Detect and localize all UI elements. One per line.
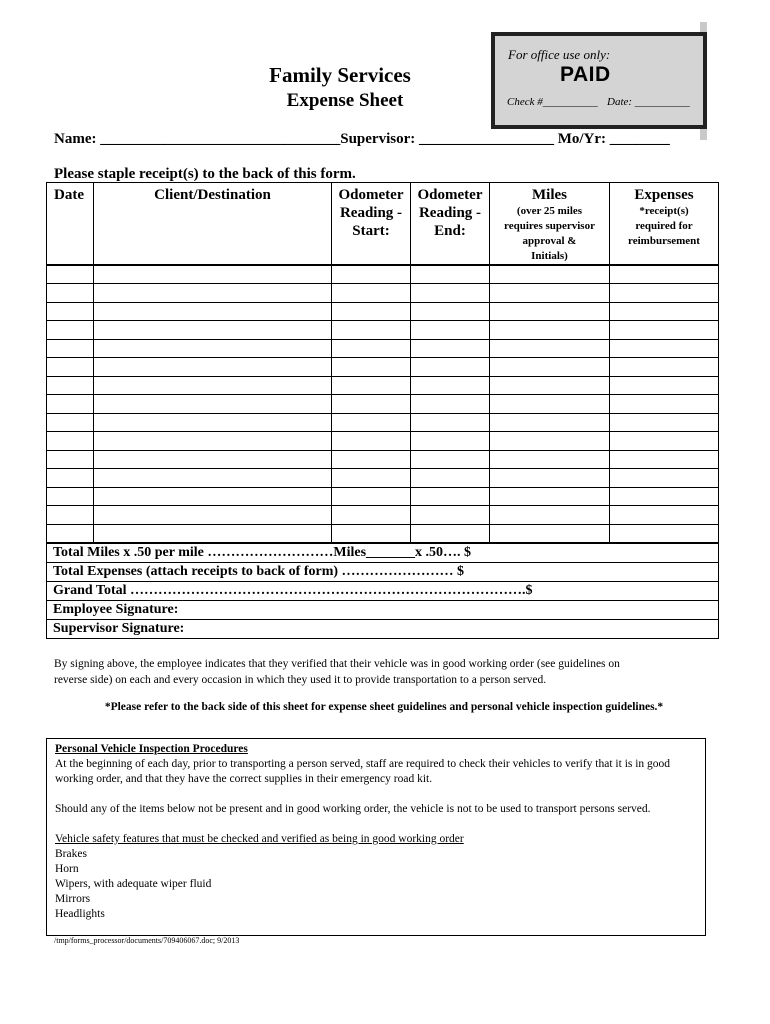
client-destination-cell[interactable]	[94, 469, 332, 488]
odometer-start-cell[interactable]	[332, 432, 411, 451]
odometer-end-cell[interactable]	[411, 413, 490, 432]
client-destination-cell[interactable]	[94, 506, 332, 525]
table-row	[47, 432, 719, 451]
odometer-end-cell[interactable]	[411, 265, 490, 284]
expenses-cell[interactable]	[610, 413, 719, 432]
date-cell[interactable]	[47, 506, 94, 525]
client-destination-cell[interactable]	[94, 321, 332, 340]
table-row	[47, 524, 719, 543]
inspection-heading: Personal Vehicle Inspection Procedures	[55, 743, 248, 755]
table-header-row	[47, 183, 719, 266]
expenses-cell[interactable]	[610, 321, 719, 340]
odometer-end-cell[interactable]	[411, 432, 490, 451]
safety-item: Mirrors	[55, 893, 91, 905]
page-title: Family Services	[269, 63, 411, 87]
col-date: Date	[47, 183, 94, 266]
miles-cell[interactable]	[490, 469, 610, 488]
col-odometer-end: Odometer Reading - End:	[411, 183, 490, 266]
employee-signature-field[interactable]: Employee Signature:	[47, 600, 719, 619]
odometer-end-cell[interactable]	[411, 506, 490, 525]
odometer-start-cell[interactable]	[332, 487, 411, 506]
odometer-start-cell[interactable]	[332, 284, 411, 303]
miles-cell[interactable]	[490, 358, 610, 377]
odometer-start-cell[interactable]	[332, 321, 411, 340]
date-cell[interactable]	[47, 487, 94, 506]
expenses-cell[interactable]	[610, 358, 719, 377]
date-cell[interactable]	[47, 469, 94, 488]
miles-cell[interactable]	[490, 450, 610, 469]
table-row	[47, 469, 719, 488]
odometer-end-cell[interactable]	[411, 284, 490, 303]
table-row	[47, 321, 719, 340]
miles-cell[interactable]	[490, 432, 610, 451]
odometer-start-cell[interactable]	[332, 524, 411, 543]
table-row	[47, 265, 719, 284]
date-cell[interactable]	[47, 413, 94, 432]
grand-total-field[interactable]: Grand Total ………………………………………………………………………….$	[47, 581, 719, 600]
expenses-cell[interactable]	[610, 469, 719, 488]
client-destination-cell[interactable]	[94, 413, 332, 432]
expenses-cell[interactable]	[610, 302, 719, 321]
odometer-start-cell[interactable]	[332, 506, 411, 525]
miles-cell[interactable]	[490, 524, 610, 543]
safety-item: Brakes	[55, 848, 87, 860]
miles-cell[interactable]	[490, 413, 610, 432]
date-cell[interactable]	[47, 432, 94, 451]
date-cell[interactable]	[47, 265, 94, 284]
odometer-end-cell[interactable]	[411, 487, 490, 506]
safety-features-heading: Vehicle safety features that must be checked and verified as being in good working order	[55, 833, 464, 845]
inspection-paragraph-1: At the beginning of each day, prior to transporting a person served, staff are required to check their vehicles to verify that it is in good working order, and that they have the correct supplies in their emergency road kit.	[55, 758, 671, 785]
odometer-end-cell[interactable]	[411, 524, 490, 543]
col-odometer-start: Odometer Reading - Start:	[332, 183, 411, 266]
date-cell[interactable]	[47, 450, 94, 469]
client-destination-cell[interactable]	[94, 376, 332, 395]
total-miles-field[interactable]: Total Miles x .50 per mile ………………………Miles_______x .50…. $	[47, 543, 719, 563]
col-miles: Miles (over 25 miles requires supervisor approval & Initials)	[490, 183, 610, 266]
total-miles-row	[47, 543, 719, 563]
miles-cell[interactable]	[490, 395, 610, 414]
table-row	[47, 395, 719, 414]
safety-item: Headlights	[55, 908, 105, 920]
expense-rows	[47, 265, 719, 543]
odometer-start-cell[interactable]	[332, 265, 411, 284]
date-cell[interactable]	[47, 395, 94, 414]
expenses-cell[interactable]	[610, 487, 719, 506]
table-row	[47, 487, 719, 506]
expenses-cell[interactable]	[610, 432, 719, 451]
table-row	[47, 358, 719, 377]
odometer-start-cell[interactable]	[332, 302, 411, 321]
staple-note: Please staple receipt(s) to the back of this form.	[54, 166, 356, 182]
safety-item: Wipers, with adequate wiper fluid	[55, 878, 212, 890]
expense-table	[46, 182, 719, 639]
odometer-start-cell[interactable]	[332, 413, 411, 432]
supervisor-signature-row	[47, 619, 719, 638]
inspection-paragraph-2: Should any of the items below not be present and in good working order, the vehicle is not to be used to transport persons served.	[55, 803, 651, 815]
odometer-start-cell[interactable]	[332, 339, 411, 358]
expenses-cell[interactable]	[610, 450, 719, 469]
date-cell[interactable]	[47, 339, 94, 358]
expenses-cell[interactable]	[610, 339, 719, 358]
miles-cell[interactable]	[490, 376, 610, 395]
client-destination-cell[interactable]	[94, 265, 332, 284]
odometer-end-cell[interactable]	[411, 450, 490, 469]
odometer-end-cell[interactable]	[411, 321, 490, 340]
attestation-text: By signing above, the employee indicates that they verified that their vehicle was in good working order (see guidelines on reverse side) on each and every occasion in which they used it to provide transportation to a person served.	[54, 658, 620, 686]
miles-cell[interactable]	[490, 506, 610, 525]
supervisor-signature-field[interactable]: Supervisor Signature:	[47, 619, 719, 638]
odometer-start-cell[interactable]	[332, 395, 411, 414]
odometer-start-cell[interactable]	[332, 376, 411, 395]
document-footer: /tmp/forms_processor/documents/709406067.doc; 9/2013	[54, 936, 240, 945]
odometer-end-cell[interactable]	[411, 376, 490, 395]
miles-cell[interactable]	[490, 321, 610, 340]
odometer-end-cell[interactable]	[411, 339, 490, 358]
expenses-cell[interactable]	[610, 376, 719, 395]
stamp-date-field: Date: __________	[607, 96, 690, 108]
miles-cell[interactable]	[490, 302, 610, 321]
employee-signature-row	[47, 600, 719, 619]
odometer-start-cell[interactable]	[332, 358, 411, 377]
odometer-end-cell[interactable]	[411, 469, 490, 488]
table-row	[47, 284, 719, 303]
expenses-cell[interactable]	[610, 284, 719, 303]
col-client-destination: Client/Destination	[94, 183, 332, 266]
client-destination-cell[interactable]	[94, 524, 332, 543]
client-destination-cell[interactable]	[94, 339, 332, 358]
expenses-cell[interactable]	[610, 395, 719, 414]
table-row	[47, 376, 719, 395]
client-destination-cell[interactable]	[94, 395, 332, 414]
table-row	[47, 450, 719, 469]
date-cell[interactable]	[47, 376, 94, 395]
name-supervisor-month-line: Name: ________________________________Supervisor: __________________ Mo/Yr: ________	[54, 131, 670, 147]
client-destination-cell[interactable]	[94, 284, 332, 303]
odometer-end-cell[interactable]	[411, 358, 490, 377]
total-expenses-field[interactable]: Total Expenses (attach receipts to back of form) …………………… $	[47, 562, 719, 581]
client-destination-cell[interactable]	[94, 432, 332, 451]
date-cell[interactable]	[47, 524, 94, 543]
date-cell[interactable]	[47, 302, 94, 321]
client-destination-cell[interactable]	[94, 302, 332, 321]
odometer-end-cell[interactable]	[411, 395, 490, 414]
date-cell[interactable]	[47, 284, 94, 303]
table-row	[47, 506, 719, 525]
expenses-cell[interactable]	[610, 506, 719, 525]
expenses-cell[interactable]	[610, 265, 719, 284]
miles-cell[interactable]	[490, 339, 610, 358]
odometer-start-cell[interactable]	[332, 469, 411, 488]
odometer-end-cell[interactable]	[411, 302, 490, 321]
client-destination-cell[interactable]	[94, 450, 332, 469]
col-expenses: Expenses *receipt(s) required for reimbursement	[610, 183, 719, 266]
grand-total-row	[47, 581, 719, 600]
date-cell[interactable]	[47, 358, 94, 377]
expenses-cell[interactable]	[610, 524, 719, 543]
miles-cell[interactable]	[490, 487, 610, 506]
safety-item: Horn	[55, 863, 79, 875]
miles-cell[interactable]	[490, 265, 610, 284]
page-subtitle: Expense Sheet	[286, 90, 404, 111]
client-destination-cell[interactable]	[94, 487, 332, 506]
total-expenses-row	[47, 562, 719, 581]
table-row	[47, 339, 719, 358]
inspection-procedures-box	[46, 738, 706, 936]
date-cell[interactable]	[47, 321, 94, 340]
client-destination-cell[interactable]	[94, 358, 332, 377]
odometer-start-cell[interactable]	[332, 450, 411, 469]
paid-status: PAID	[560, 63, 611, 86]
check-number-field: Check #__________	[507, 96, 598, 108]
table-row	[47, 302, 719, 321]
miles-cell[interactable]	[490, 284, 610, 303]
refer-note: *Please refer to the back side of this sheet for expense sheet guidelines and personal vehicle inspection guidelines.*	[104, 701, 664, 713]
table-row	[47, 413, 719, 432]
office-use-label: For office use only:	[508, 47, 611, 62]
